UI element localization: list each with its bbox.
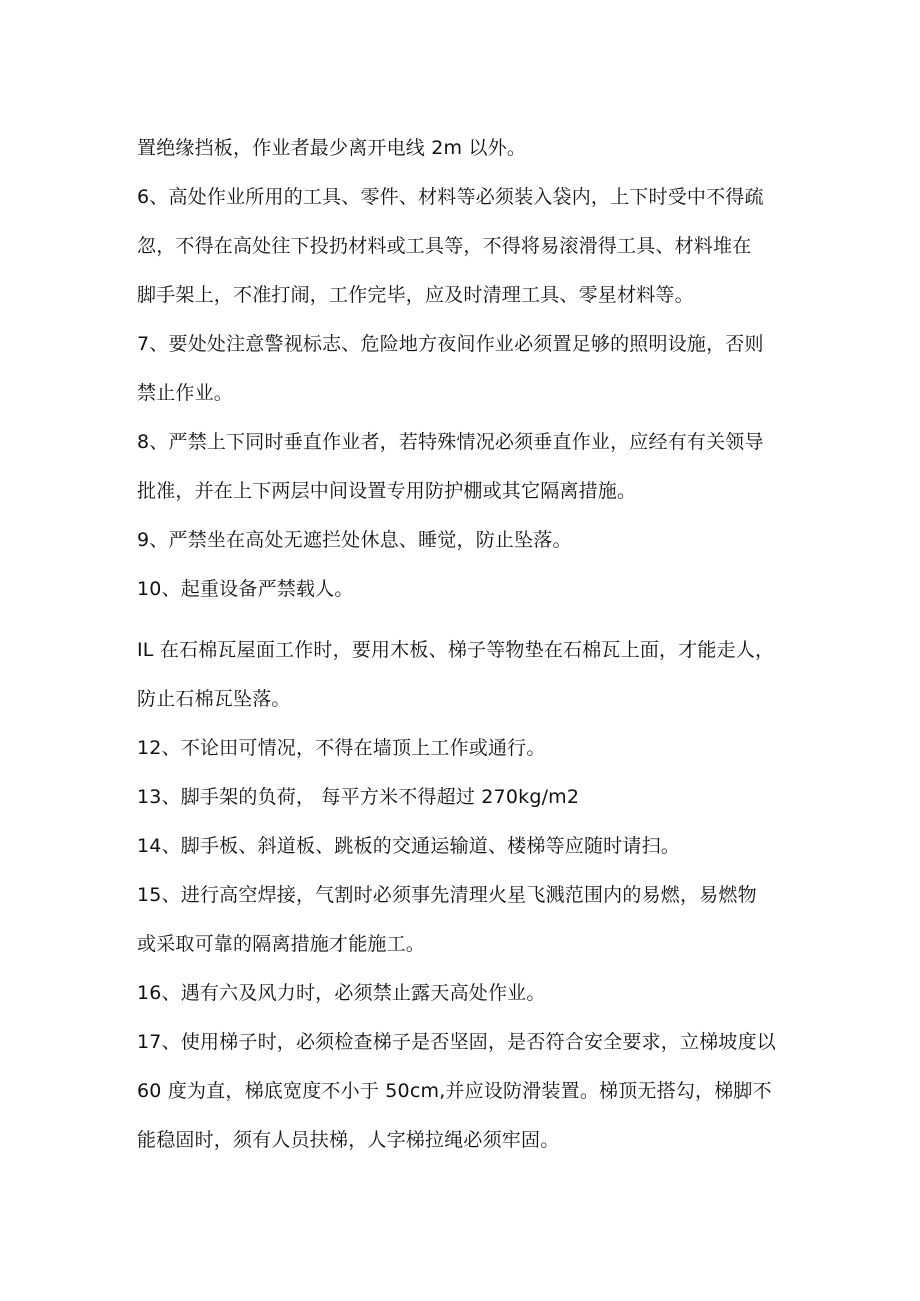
- text-line: 17、使用梯子时，必须检查梯子是否坚固，是否符合安全要求，立梯坡度以: [137, 1031, 776, 1053]
- paragraph-continuation: [137, 124, 797, 173]
- document-body: [137, 124, 797, 1165]
- text-line: 15、进行高空焊接，气割时必须事先清理火星飞溅范围内的易燃，易燃物: [137, 884, 757, 906]
- paragraph-item-13: [137, 773, 797, 822]
- text-line: 置绝缘挡板，作业者最少离开电线 2m 以外。: [137, 137, 527, 159]
- text-line: 8、严禁上下同时垂直作业者，若特殊情况必须垂直作业，应经有有关领导: [137, 431, 764, 453]
- text-line: 60 度为直，梯底宽度不小于 50cm,并应设防滑装置。梯顶无搭勾，梯脚不: [137, 1080, 772, 1102]
- paragraph-item-17: [137, 1018, 797, 1165]
- paragraph-item-14: [137, 822, 797, 871]
- paragraph-item-11: [137, 626, 797, 724]
- text-line: 脚手架上，不准打闹，工作完毕，应及时清理工具、零星材料等。: [137, 284, 694, 306]
- paragraph-item-7: [137, 320, 797, 418]
- paragraph-item-9: [137, 516, 797, 565]
- paragraph-item-16: [137, 969, 797, 1018]
- text-line: 10、起重设备严禁载人。: [137, 578, 354, 600]
- text-line: 批准，并在上下两层中间设置专用防护棚或其它隔离措施。: [137, 480, 637, 502]
- paragraph-item-8: [137, 418, 797, 516]
- paragraph-gap: [137, 614, 797, 626]
- text-line: 防止石棉瓦坠落。: [137, 688, 291, 710]
- text-line: 7、要处处注意警视标志、危险地方夜间作业必须置足够的照明设施，否则: [137, 333, 764, 355]
- text-line: IL 在石棉瓦屋面工作时，要用木板、梯子等物垫在石棉瓦上面，才能走人，: [137, 639, 775, 661]
- text-line: 能稳固时，须有人员扶梯，人字梯拉绳必须牢固。: [137, 1129, 560, 1151]
- text-line: 12、不论田可情况，不得在墙顶上工作或通行。: [137, 737, 546, 759]
- paragraph-item-10: [137, 565, 797, 614]
- text-line: 16、遇有六及风力时，必须禁止露天高处作业。: [137, 982, 546, 1004]
- text-line: 9、严禁坐在高处无遮拦处休息、睡觉，防止坠落。: [137, 529, 572, 551]
- paragraph-item-15: [137, 871, 797, 969]
- text-line: 禁止作业。: [137, 382, 234, 404]
- paragraph-item-12: [137, 724, 797, 773]
- text-line: 6、高处作业所用的工具、零件、材料等必须装入袋内，上下时受中不得疏: [137, 186, 764, 208]
- paragraph-item-6: [137, 173, 797, 320]
- text-line: 忽，不得在高处往下投扔材料或工具等，不得将易滚滑得工具、材料堆在: [137, 235, 752, 257]
- text-line: 或采取可靠的隔离措施才能施工。: [137, 933, 426, 955]
- text-line: 14、脚手板、斜道板、跳板的交通运输道、楼梯等应随时请扫。: [137, 835, 680, 857]
- text-line: 13、脚手架的负荷， 每平方米不得超过 270kg/m2: [137, 786, 580, 808]
